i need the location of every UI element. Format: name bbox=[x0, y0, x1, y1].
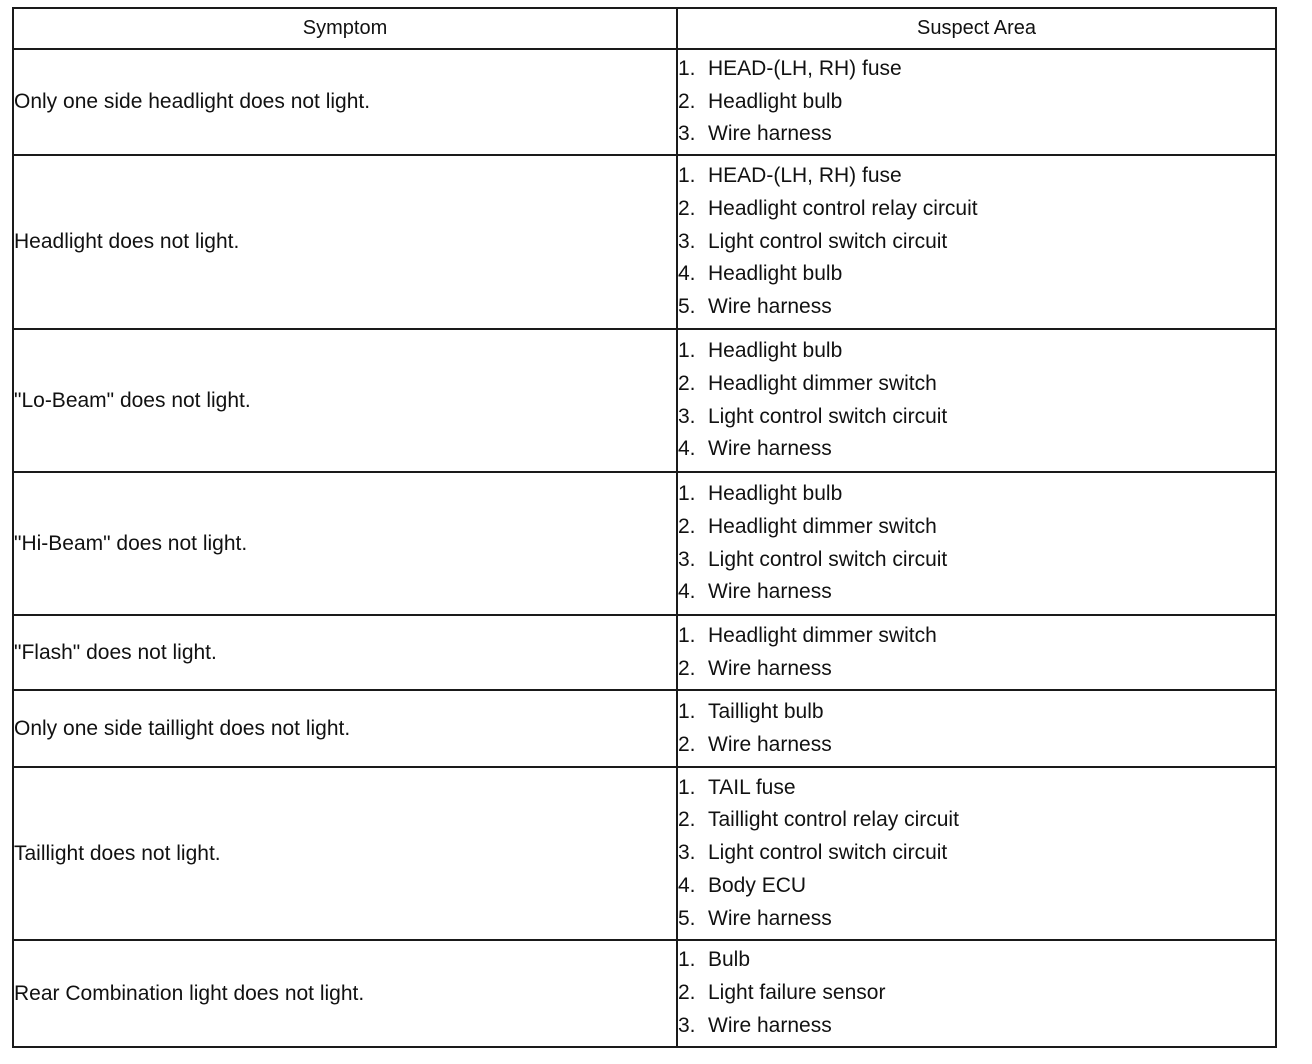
suspect-item-text: Headlight bulb bbox=[708, 338, 843, 362]
suspect-item-number: 2. bbox=[678, 514, 696, 538]
suspect-item bbox=[678, 903, 1275, 936]
suspect-item bbox=[678, 226, 1275, 259]
symptom-header: Symptom bbox=[13, 8, 677, 49]
suspect-item bbox=[678, 511, 1275, 544]
suspect-list bbox=[678, 944, 1275, 1042]
suspect-item-number: 1. bbox=[678, 775, 696, 799]
suspect-item-text: Headlight dimmer switch bbox=[708, 623, 937, 647]
suspect-item bbox=[678, 478, 1275, 511]
suspect-item-text: Body ECU bbox=[708, 873, 807, 897]
suspect-item-text: Bulb bbox=[708, 948, 751, 972]
suspect-area-cell bbox=[677, 940, 1276, 1047]
suspect-item-number: 2. bbox=[678, 371, 696, 395]
suspect-item-text: Wire harness bbox=[708, 1013, 832, 1037]
suspect-item-number: 1. bbox=[678, 623, 696, 647]
suspect-item-number: 3. bbox=[678, 547, 696, 571]
table-row bbox=[13, 767, 1276, 940]
suspect-area-cell bbox=[677, 690, 1276, 767]
suspect-item bbox=[678, 870, 1275, 903]
suspect-item-number: 3. bbox=[678, 1013, 696, 1037]
suspect-item bbox=[678, 576, 1275, 609]
suspect-item-text: Headlight bulb bbox=[708, 262, 843, 286]
symptom-cell: "Lo-Beam" does not light. bbox=[13, 329, 677, 472]
suspect-item-number: 4. bbox=[678, 580, 696, 604]
suspect-item-text: Light failure sensor bbox=[708, 981, 886, 1005]
suspect-list bbox=[678, 53, 1275, 151]
suspect-item-text: Wire harness bbox=[708, 437, 832, 461]
symptom-cell: Taillight does not light. bbox=[13, 767, 677, 940]
suspect-item bbox=[678, 433, 1275, 466]
suspect-item bbox=[678, 696, 1275, 729]
table-row bbox=[13, 690, 1276, 767]
table-row bbox=[13, 49, 1276, 155]
suspect-item-text: Headlight control relay circuit bbox=[708, 196, 978, 220]
suspect-item-number: 2. bbox=[678, 656, 696, 680]
table-row bbox=[13, 940, 1276, 1047]
suspect-item-text: Headlight bulb bbox=[708, 89, 843, 113]
symptom-cell: Only one side headlight does not light. bbox=[13, 49, 677, 155]
suspect-item bbox=[678, 772, 1275, 805]
suspect-item-text: Headlight dimmer switch bbox=[708, 514, 937, 538]
suspect-item-number: 2. bbox=[678, 732, 696, 756]
suspect-area-cell bbox=[677, 615, 1276, 690]
table-row bbox=[13, 472, 1276, 615]
symptom-cell: Headlight does not light. bbox=[13, 155, 677, 329]
suspect-item bbox=[678, 53, 1275, 86]
suspect-item-number: 1. bbox=[678, 338, 696, 362]
suspect-item bbox=[678, 368, 1275, 401]
suspect-item-text: Taillight bulb bbox=[708, 699, 824, 723]
suspect-item-number: 2. bbox=[678, 981, 696, 1005]
suspect-item-text: HEAD-(LH, RH) fuse bbox=[708, 164, 902, 187]
suspect-item-text: Taillight control relay circuit bbox=[708, 808, 959, 832]
symptom-cell: Rear Combination light does not light. bbox=[13, 940, 677, 1047]
suspect-item-number: 1. bbox=[678, 481, 696, 505]
table-row bbox=[13, 615, 1276, 690]
suspect-item bbox=[678, 977, 1275, 1010]
suspect-item-number: 1. bbox=[678, 699, 696, 723]
suspect-list bbox=[678, 335, 1275, 466]
suspect-item-number: 4. bbox=[678, 873, 696, 897]
suspect-item bbox=[678, 804, 1275, 837]
table-body bbox=[13, 49, 1276, 1047]
suspect-item bbox=[678, 86, 1275, 119]
suspect-item-text: Wire harness bbox=[708, 906, 832, 930]
suspect-item-text: Headlight bulb bbox=[708, 481, 843, 505]
suspect-item-number: 4. bbox=[678, 437, 696, 461]
suspect-item-text: Wire harness bbox=[708, 295, 832, 319]
suspect-area-cell bbox=[677, 49, 1276, 155]
suspect-item bbox=[678, 729, 1275, 762]
suspect-item bbox=[678, 1010, 1275, 1043]
suspect-item-number: 2. bbox=[678, 196, 696, 220]
symptom-cell: "Hi-Beam" does not light. bbox=[13, 472, 677, 615]
suspect-item-number: 2. bbox=[678, 89, 696, 113]
suspect-list bbox=[678, 696, 1275, 762]
suspect-item-number: 2. bbox=[678, 808, 696, 832]
suspect-item-number: 3. bbox=[678, 404, 696, 428]
table-row bbox=[13, 329, 1276, 472]
suspect-item bbox=[678, 258, 1275, 291]
suspect-item bbox=[678, 837, 1275, 870]
suspect-item bbox=[678, 544, 1275, 577]
suspect-area-cell bbox=[677, 155, 1276, 329]
suspect-item-number: 1. bbox=[678, 56, 696, 80]
suspect-area-header: Suspect Area bbox=[677, 8, 1276, 49]
suspect-item-number: 5. bbox=[678, 906, 696, 930]
suspect-item-text: Headlight dimmer switch bbox=[708, 371, 937, 395]
table-row bbox=[13, 155, 1276, 329]
suspect-item bbox=[678, 401, 1275, 434]
suspect-item bbox=[678, 620, 1275, 653]
suspect-list bbox=[678, 772, 1275, 936]
suspect-item-number: 1. bbox=[678, 948, 696, 972]
suspect-item-text: Light control switch circuit bbox=[708, 229, 948, 253]
suspect-list bbox=[678, 620, 1275, 686]
suspect-item bbox=[678, 160, 1275, 193]
suspect-item bbox=[678, 291, 1275, 324]
suspect-area-cell bbox=[677, 767, 1276, 940]
suspect-list bbox=[678, 160, 1275, 324]
header-row bbox=[13, 8, 1276, 49]
suspect-item-number: 3. bbox=[678, 229, 696, 253]
suspect-item bbox=[678, 193, 1275, 226]
suspect-item bbox=[678, 944, 1275, 977]
suspect-item-number: 4. bbox=[678, 262, 696, 286]
suspect-item-text: Light control switch circuit bbox=[708, 404, 948, 428]
suspect-area-cell bbox=[677, 472, 1276, 615]
suspect-item-text: Light control switch circuit bbox=[708, 841, 948, 865]
suspect-item-text: Wire harness bbox=[708, 732, 832, 756]
suspect-item-text: Wire harness bbox=[708, 122, 832, 146]
suspect-item-text: Light control switch circuit bbox=[708, 547, 948, 571]
suspect-item-text: Wire harness bbox=[708, 656, 832, 680]
suspect-item-text: HEAD-(LH, RH) fuse bbox=[708, 56, 902, 80]
symptom-cell: Only one side taillight does not light. bbox=[13, 690, 677, 767]
suspect-item bbox=[678, 335, 1275, 368]
suspect-item-number: 1. bbox=[678, 164, 696, 187]
suspect-item-number: 3. bbox=[678, 122, 696, 146]
suspect-item-number: 3. bbox=[678, 841, 696, 865]
suspect-item bbox=[678, 118, 1275, 151]
troubleshooting-table bbox=[12, 7, 1277, 1048]
suspect-area-cell bbox=[677, 329, 1276, 472]
suspect-list bbox=[678, 478, 1275, 609]
suspect-item bbox=[678, 653, 1275, 686]
symptom-cell: "Flash" does not light. bbox=[13, 615, 677, 690]
suspect-item-text: Wire harness bbox=[708, 580, 832, 604]
suspect-item-number: 5. bbox=[678, 295, 696, 319]
suspect-item-text: TAIL fuse bbox=[708, 775, 796, 799]
